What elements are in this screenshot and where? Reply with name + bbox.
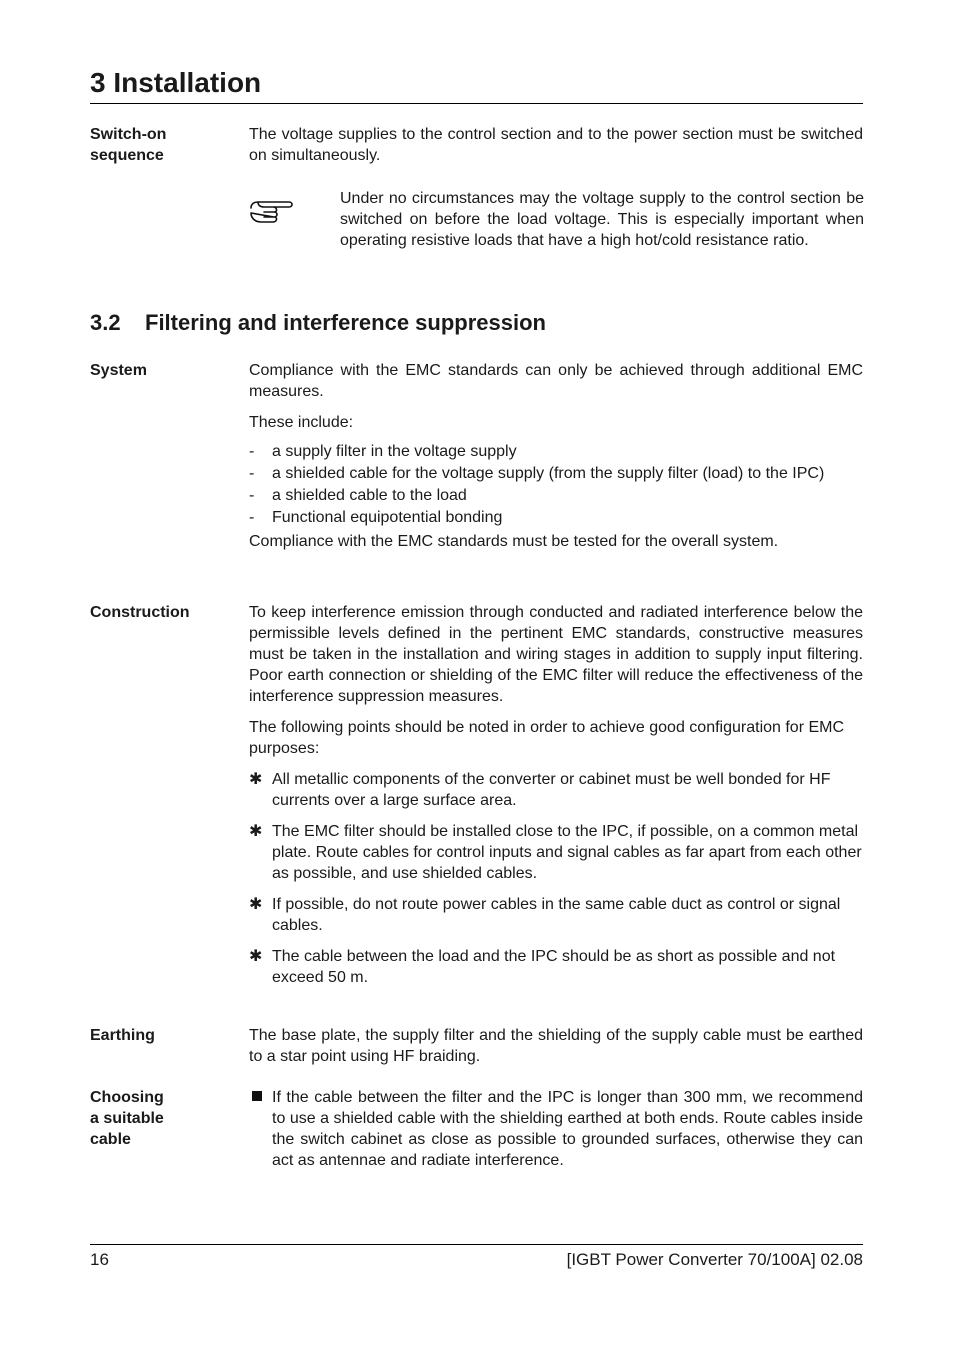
list-item-text: The cable between the load and the IPC should be as short as possible and not exceed 50 m. bbox=[272, 948, 836, 986]
system-list bbox=[249, 443, 863, 526]
dash-marker: - bbox=[249, 443, 255, 460]
list-item-text: All metallic components of the converter or cabinet must be well bonded for HF currents over a large surface area. bbox=[272, 771, 831, 809]
earthing-label: Earthing bbox=[90, 1027, 155, 1044]
system-these-include: These include: bbox=[249, 414, 354, 431]
asterisk-bullet-icon: ✱ bbox=[249, 823, 263, 840]
pointing-hand-icon bbox=[249, 198, 295, 228]
asterisk-bullet-icon: ✱ bbox=[249, 771, 263, 788]
header-rule bbox=[90, 103, 863, 104]
construction-para2: The following points should be noted in order to achieve good configuration for EMC purposes: bbox=[249, 719, 845, 757]
list-item bbox=[249, 1087, 863, 1171]
construction-body bbox=[249, 602, 863, 998]
footer-rule bbox=[90, 1244, 863, 1245]
list-item bbox=[249, 769, 863, 811]
dash-marker: - bbox=[249, 487, 255, 504]
section-heading bbox=[90, 309, 546, 337]
switch-on-body bbox=[249, 124, 863, 176]
system-intro: Compliance with the EMC standards can only be achieved through additional EMC measures. bbox=[249, 362, 863, 400]
choosing-list bbox=[249, 1087, 863, 1171]
page-number: 16 bbox=[90, 1250, 109, 1269]
list-item-text: If possible, do not route power cables in the same cable duct as control or signal cables. bbox=[272, 896, 841, 934]
square-bullet-icon bbox=[252, 1091, 262, 1101]
construction-list bbox=[249, 769, 863, 988]
list-item-text: a shielded cable to the load bbox=[272, 487, 467, 504]
chapter-title: 3 Installation bbox=[90, 67, 262, 98]
choosing-label bbox=[90, 1087, 230, 1150]
earthing-text: The base plate, the supply filter and the shielding of the supply cable must be earthed to a star point using HF braiding. bbox=[249, 1027, 863, 1065]
system-closing: Compliance with the EMC standards must be tested for the overall system. bbox=[249, 533, 779, 550]
list-item bbox=[249, 465, 863, 482]
list-item bbox=[249, 821, 863, 884]
list-item-text: The EMC filter should be installed close to the IPC, if possible, on a common metal plate. Route cables for control inputs and signal cables as far apart from each other as possible, and use shielded cables. bbox=[272, 823, 862, 882]
list-item bbox=[249, 443, 863, 460]
list-item bbox=[249, 487, 863, 504]
choosing-label-line: cable bbox=[90, 1131, 131, 1148]
section-title: Filtering and interference suppression bbox=[145, 310, 546, 335]
asterisk-bullet-icon: ✱ bbox=[249, 896, 263, 913]
list-item-text: a supply filter in the voltage supply bbox=[272, 443, 517, 460]
system-label: System bbox=[90, 362, 147, 379]
asterisk-bullet-icon: ✱ bbox=[249, 948, 263, 965]
construction-para1: To keep interference emission through conducted and radiated interference below the permissible levels defined in the pertinent EMC standards, constructive measures must be taken in the installation and wiring stages in addition to supply input filtering. Poor earth connection or shielding of the EMC filter will reduce the effectiveness of the interference suppression measures. bbox=[249, 604, 863, 705]
list-item bbox=[249, 894, 863, 936]
switch-on-text: The voltage supplies to the control section and to the power section must be switched on simultaneously. bbox=[249, 126, 863, 164]
list-item-text: a shielded cable for the voltage supply (from the supply filter (load) to the IPC) bbox=[272, 465, 825, 482]
earthing-body bbox=[249, 1025, 863, 1077]
construction-label: Construction bbox=[90, 604, 190, 621]
choosing-body bbox=[249, 1087, 863, 1171]
document-reference: [IGBT Power Converter 70/100A] 02.08 bbox=[566, 1250, 863, 1269]
list-item-text: Functional equipotential bonding bbox=[272, 509, 503, 526]
list-item bbox=[249, 946, 863, 988]
dash-marker: - bbox=[249, 465, 255, 482]
list-item-text: If the cable between the filter and the IPC is longer than 300 mm, we recommend to use a shielded cable with the shielding earthed at both ends. Route cables inside the switch cabinet as close as possible to grounded surfaces, otherwise they can act as antennae and radiate interference. bbox=[272, 1089, 863, 1169]
switch-on-label: Switch-on sequence bbox=[90, 126, 167, 164]
list-item bbox=[249, 509, 863, 526]
dash-marker: - bbox=[249, 509, 255, 526]
choosing-label-line: a suitable bbox=[90, 1110, 164, 1127]
section-number: 3.2 bbox=[90, 310, 121, 335]
choosing-label-line: Choosing bbox=[90, 1089, 164, 1106]
switch-on-note: Under no circumstances may the voltage supply to the control section be switched on before the load voltage. This is especially important when operating resistive loads that have a high hot/cold resistance ratio. bbox=[340, 190, 864, 249]
system-body bbox=[249, 360, 863, 562]
